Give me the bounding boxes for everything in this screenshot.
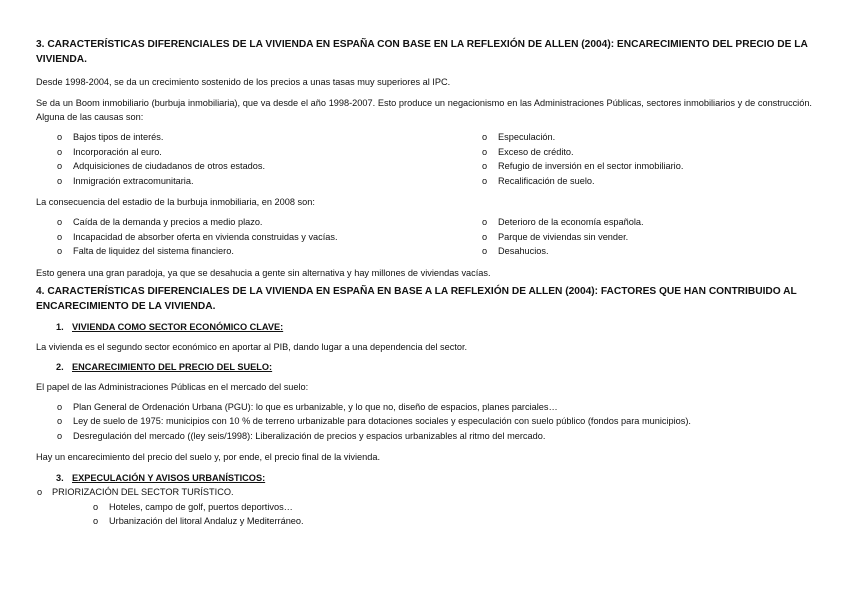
- bullet-icon: o: [57, 132, 63, 142]
- bullet-icon: o: [57, 217, 63, 227]
- causes-list: [36, 130, 812, 188]
- section-3-paragraph-1: Desde 1998-2004, se da un crecimiento sostenido de los precios a unas tasas muy superiores al IPC.: [36, 77, 451, 87]
- section-3-paragraph-4: Esto genera una gran paradoja, ya que se desahucia a gente sin alternativa y hay millones de viviendas vacías.: [36, 267, 491, 278]
- bullet-icon: o: [57, 146, 63, 157]
- list-item: o Adquisiciones de ciudadanos de otros estados.: [36, 159, 461, 174]
- bullet-icon: o: [57, 231, 63, 242]
- land-policy-list: [36, 400, 812, 444]
- section-3-heading: 3. CARACTERÍSTICAS DIFERENCIALES DE LA VIVIENDA EN ESPAÑA CON BASE EN LA REFLEXIÓN DE ALLEN (2004): ENCARECIMIENTO DEL PRECIO DE LA VIVIENDA.: [36, 39, 808, 65]
- bullet-icon: o: [482, 231, 488, 242]
- list-item: o Recalificación de suelo.: [461, 174, 812, 189]
- causes-right-column: [461, 130, 812, 188]
- bullet-icon: o: [93, 516, 99, 526]
- list-item: o Exceso de crédito.: [461, 145, 812, 160]
- numbered-heading-3: 3. EXPECULACIÓN Y AVISOS URBANÍSTICOS:: [56, 473, 266, 483]
- list-item: o Ley de suelo de 1975: municipios con 10 % de terreno urbanizable para dotaciones sociales y especulación con suelo público (fondos para municipios).: [36, 414, 812, 429]
- list-item: o Especulación.: [461, 130, 812, 145]
- section-4-heading: 4. CARACTERÍSTICAS DIFERENCIALES DE LA VIVIENDA EN ESPAÑA EN BASE A LA REFLEXIÓN DE ALLEN (2004): FACTORES QUE HAN CONTRIBUIDO AL ENCARECIMIENTO DE LA VIVIENDA.: [36, 285, 797, 312]
- consequences-right-column: [461, 215, 812, 259]
- list-item: o Desregulación del mercado ((ley seis/1998): Liberalización de precios y espacios urbanizables al ritmo del mercado.: [36, 429, 812, 444]
- section-3-paragraph-3: La consecuencia del estadio de la burbuja inmobiliaria, en 2008 son:: [36, 197, 315, 207]
- list-item: o PRIORIZACIÓN DEL SECTOR TURÍSTICO.: [36, 485, 812, 500]
- list-item: o Incapacidad de absorber oferta en vivienda construidas y vacías.: [36, 230, 461, 245]
- bullet-icon: o: [57, 416, 63, 426]
- item-2-paragraph: El papel de las Administraciones Públicas en el mercado del suelo:: [36, 381, 309, 392]
- list-item: o Bajos tipos de interés.: [36, 130, 461, 145]
- bullet-icon: o: [57, 246, 63, 256]
- consequences-list: [36, 215, 812, 259]
- list-item: o Parque de viviendas sin vender.: [461, 230, 812, 245]
- bullet-icon: o: [482, 146, 488, 157]
- bullet-icon: o: [93, 501, 99, 512]
- numbered-heading-1: 1. VIVIENDA COMO SECTOR ECONÓMICO CLAVE:: [56, 321, 284, 332]
- bullet-icon: o: [57, 401, 63, 412]
- bullet-icon: o: [57, 175, 63, 186]
- list-item: o Plan General de Ordenación Urbana (PGU): lo que es urbanizable, y lo que no, diseño de espacios, planes parciales…: [36, 400, 812, 415]
- bullet-icon: o: [37, 487, 43, 497]
- list-item: o Refugio de inversión en el sector inmobiliario.: [461, 159, 812, 174]
- consequences-left-column: [36, 215, 461, 259]
- bullet-icon: o: [482, 161, 488, 171]
- bullet-icon: o: [57, 430, 63, 441]
- list-item: o Incorporación al euro.: [36, 145, 461, 160]
- causes-left-column: [36, 130, 461, 188]
- tourism-sublist: [36, 500, 812, 529]
- bullet-icon: o: [482, 217, 488, 227]
- bullet-icon: o: [57, 161, 63, 171]
- tourism-list: [36, 485, 812, 500]
- item-1-paragraph: La vivienda es el segundo sector económico en aportar al PIB, dando lugar a una dependencia del sector.: [36, 341, 468, 352]
- list-item: o Desahucios.: [461, 244, 812, 259]
- bullet-icon: o: [482, 175, 488, 186]
- document-page: [36, 0, 812, 529]
- section-3-paragraph-2: Se da un Boom inmobiliario (burbuja inmobiliaria), que va desde el año 1998-2007. Esto produce un negacionismo en las Administraciones Públicas, sectores inmobiliarios y de construcción. Alguna de las causas son:: [36, 98, 812, 122]
- bullet-icon: o: [482, 246, 488, 256]
- list-item: o Urbanización del litoral Andaluz y Mediterráneo.: [36, 514, 812, 529]
- list-item: o Deterioro de la economía española.: [461, 215, 812, 230]
- list-item: o Inmigración extracomunitaria.: [36, 174, 461, 189]
- item-2-conclusion: Hay un encarecimiento del precio del suelo y, por ende, el precio final de la vivienda.: [36, 452, 381, 462]
- list-item: o Caída de la demanda y precios a medio plazo.: [36, 215, 461, 230]
- list-item: o Falta de liquidez del sistema financiero.: [36, 244, 461, 259]
- list-item: o Hoteles, campo de golf, puertos deportivos…: [36, 500, 812, 515]
- bullet-icon: o: [482, 132, 488, 142]
- numbered-heading-2: 2. ENCARECIMIENTO DEL PRECIO DEL SUELO:: [56, 361, 273, 372]
